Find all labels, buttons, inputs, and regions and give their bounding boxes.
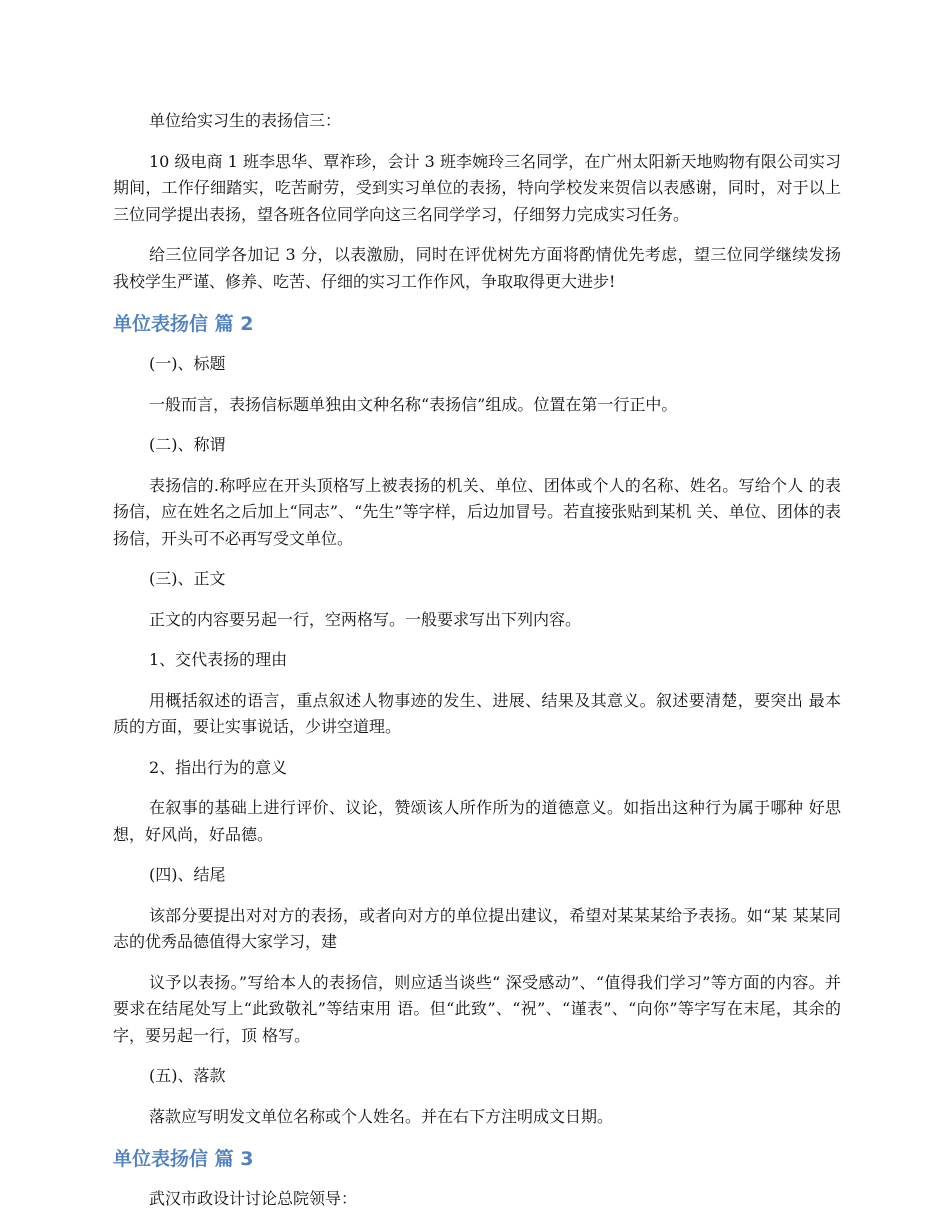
subheading-ending: (四)、结尾 bbox=[149, 865, 226, 884]
subheading-body: (三)、正文 bbox=[149, 569, 226, 588]
paragraph-ending-desc: 该部分要提出对对方的表扬，或者向对方的单位提出建议，希望对某某某给予表扬。如“某 某某同志的优秀品德值得大家学习，建 bbox=[113, 905, 841, 951]
subheading-signature: (五)、落款 bbox=[149, 1066, 226, 1085]
paragraph-meaning-desc: 在叙事的基础上进行评价、议论，赞颂该人所作所为的道德意义。如指出这种行为属于哪种 好思想，好风尚，好品德。 bbox=[113, 798, 841, 844]
paragraph-body-desc: 正文的内容要另起一行，空两格写。一般要求写出下列内容。 bbox=[149, 609, 582, 629]
subheading-reason: 1、交代表扬的理由 bbox=[149, 650, 288, 669]
section-heading-2: 单位表扬信 篇 2 bbox=[113, 313, 254, 335]
section-heading-3: 单位表扬信 篇 3 bbox=[113, 1148, 254, 1170]
paragraph-letter-title: 单位给实习生的表扬信三： bbox=[149, 111, 342, 130]
paragraph-reason-desc: 用概括叙述的语言，重点叙述人物事迹的发生、进展、结果及其意义。叙述要清楚，要突出 最本质的方面，要让实事说话，少讲空道理。 bbox=[113, 690, 841, 736]
paragraph-students-praise: 10 级电商 1 班李思华、覃祚珍，会计 3 班李婉玲三名同学，在广州太阳新天地购物有限公司实习期间，工作仔细踏实，吃苦耐劳，受到实习单位的表扬，特向学校发来贺信以表感谢，同时，对于以上三位同学提出表扬，望各班各位同学向这三名同学学习，仔细努力完成实习任务。 bbox=[113, 151, 841, 224]
paragraph-recipient: 武汉市政设计讨论总院领导： bbox=[149, 1189, 358, 1208]
paragraph-salutation-desc: 表扬信的.称呼应在开头顶格写上被表扬的机关、单位、团体或个人的名称、姓名。写给个人 的表扬信，应在姓名之后加上“同志”、“先生”等字样，后边加冒号。若直接张贴到某机 关、单位、团体的表扬信，开头可不必再写受文单位。 bbox=[113, 475, 841, 548]
paragraph-reward: 给三位同学各加记 3 分，以表激励，同时在评优树先方面将酌情优先考虑，望三位同学继续发扬我校学生严谨、修养、吃苦、仔细的实习工作作风，争取取得更大进步! bbox=[113, 245, 841, 291]
paragraph-signature-desc: 落款应写明发文单位名称或个人姓名。并在右下方注明成文日期。 bbox=[149, 1106, 614, 1126]
subheading-salutation: (二)、称谓 bbox=[149, 435, 226, 454]
paragraph-ending-continued: 议予以表扬。”写给本人的表扬信，则应适当谈些“ 深受感动”、“值得我们学习”等方面的内容。并要求在结尾处写上“此致敬礼”等结束用 语。但“此致”、“祝”、“谨表”、“向你”等字写在末尾，其余的字，要另起一行，顶 格写。 bbox=[113, 972, 841, 1045]
paragraph-title-desc: 一般而言，表扬信标题单独由文种名称“表扬信”组成。位置在第一行正中。 bbox=[149, 394, 678, 414]
subheading-meaning: 2、指出行为的意义 bbox=[149, 757, 288, 777]
subheading-title: (一)、标题 bbox=[149, 354, 226, 373]
document-body bbox=[113, 108, 841, 1227]
